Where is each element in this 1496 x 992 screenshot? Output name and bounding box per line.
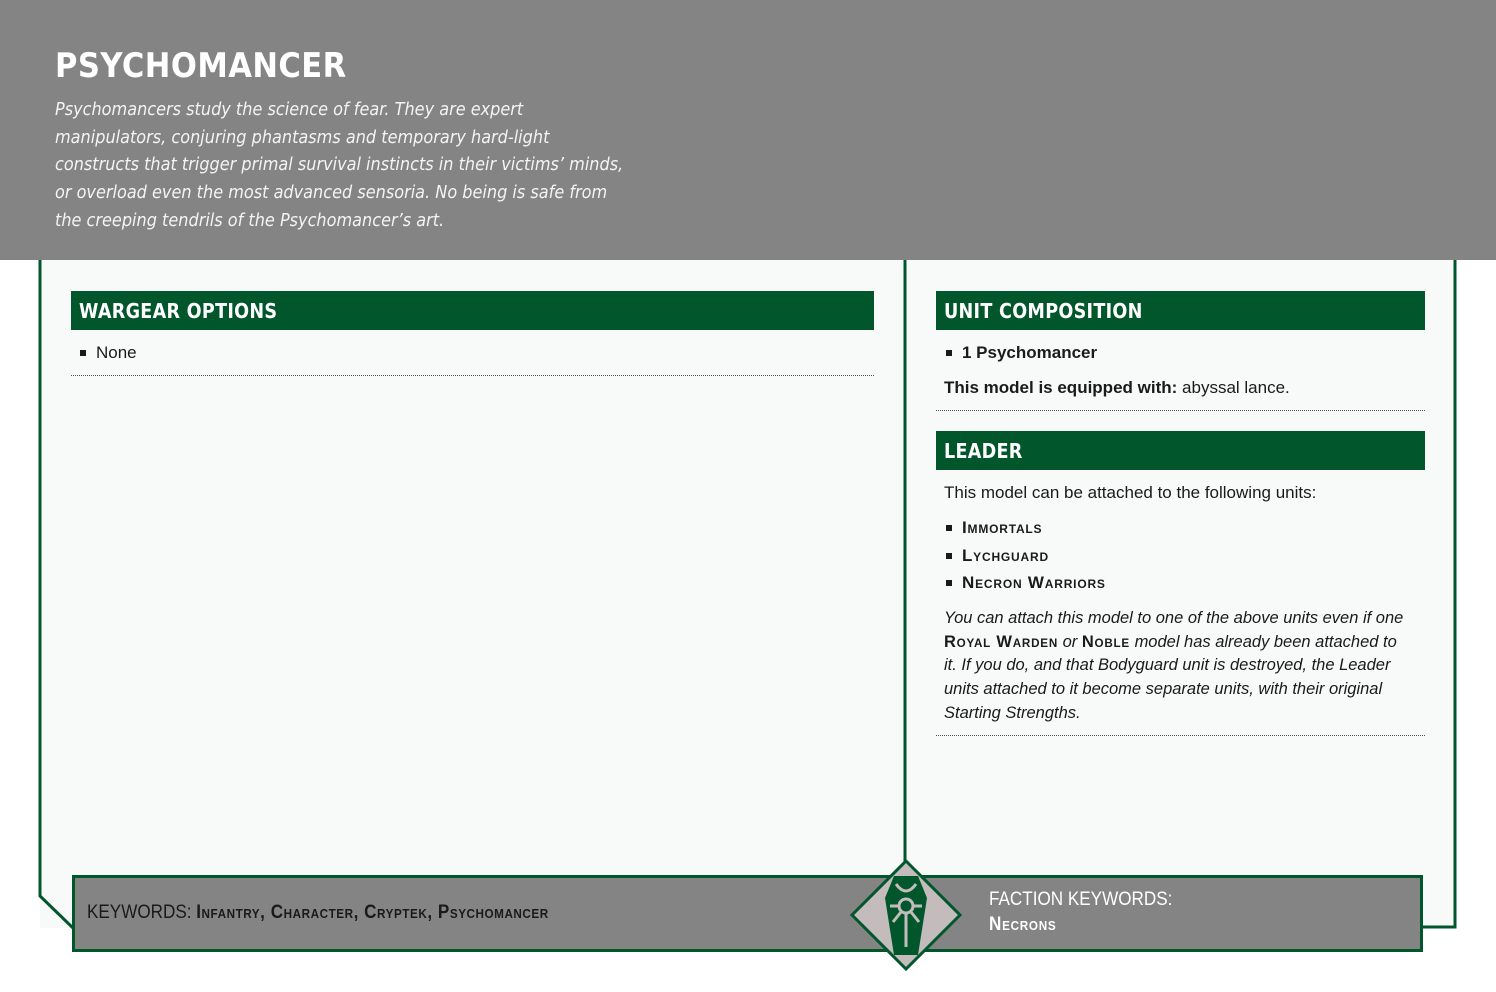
- leader-unit-label: Lychguard: [962, 546, 1049, 565]
- bullet-icon: [946, 525, 952, 531]
- keywords-label: KEYWORDS:: [87, 902, 197, 923]
- rule-text: You can attach this model to one of the above units even if one: [944, 608, 1404, 627]
- keywords-values: Infantry, Character, Cryptek, Psychomancer: [196, 902, 549, 923]
- equipped-with-text: [944, 378, 1290, 398]
- leader-heading: LEADER: [936, 431, 1425, 470]
- wargear-option-item: [80, 343, 137, 363]
- keywords: [87, 902, 549, 924]
- leader-unit-item: [946, 546, 1049, 566]
- rule-keyword: Noble: [1081, 631, 1130, 651]
- equipped-value: abyssal lance.: [1182, 378, 1290, 397]
- composition-label: 1 Psychomancer: [962, 343, 1098, 362]
- necron-faction-icon: [848, 858, 964, 972]
- faction-keywords-label: FACTION KEYWORDS:: [989, 889, 1173, 910]
- leader-unit-item: [946, 518, 1042, 538]
- divider: [71, 375, 874, 376]
- leader-intro: This model can be attached to the following units:: [944, 483, 1317, 502]
- leader-unit-label: Necron Warriors: [962, 573, 1106, 592]
- leader-unit-item: [946, 573, 1106, 593]
- rule-keyword: Royal Warden: [944, 631, 1059, 651]
- rule-text: or: [1058, 631, 1082, 651]
- divider: [936, 410, 1425, 411]
- bullet-icon: [946, 553, 952, 559]
- wargear-options-heading: WARGEAR OPTIONS: [71, 291, 874, 330]
- rule-text: model has already been attached to it. If you do, and that Bodyguard unit is destroyed, the Leader units attached to it become separate units, with their original Starting Strengths.: [944, 631, 1397, 722]
- divider: [936, 735, 1425, 736]
- leader-rule-text: [944, 606, 1410, 725]
- unit-composition-heading: UNIT COMPOSITION: [936, 291, 1425, 330]
- unit-title: PSYCHOMANCER: [55, 46, 347, 86]
- bullet-icon: [80, 350, 86, 356]
- bullet-icon: [946, 580, 952, 586]
- unit-lore: Psychomancers study the science of fear. They are expert manipulators, conjuring phantasms and temporary hard-light constructs that trigger primal survival instincts in their victims’ minds, or overload even the most advanced sensoria. No being is safe from the creeping tendrils of the Psychomancer’s art.: [55, 100, 624, 231]
- faction-keywords-value: Necrons: [989, 914, 1057, 935]
- composition-item: [946, 343, 1097, 363]
- wargear-option-label: None: [96, 343, 137, 362]
- leader-unit-label: Immortals: [962, 518, 1043, 537]
- bullet-icon: [946, 350, 952, 356]
- equipped-label: This model is equipped with:: [944, 378, 1178, 397]
